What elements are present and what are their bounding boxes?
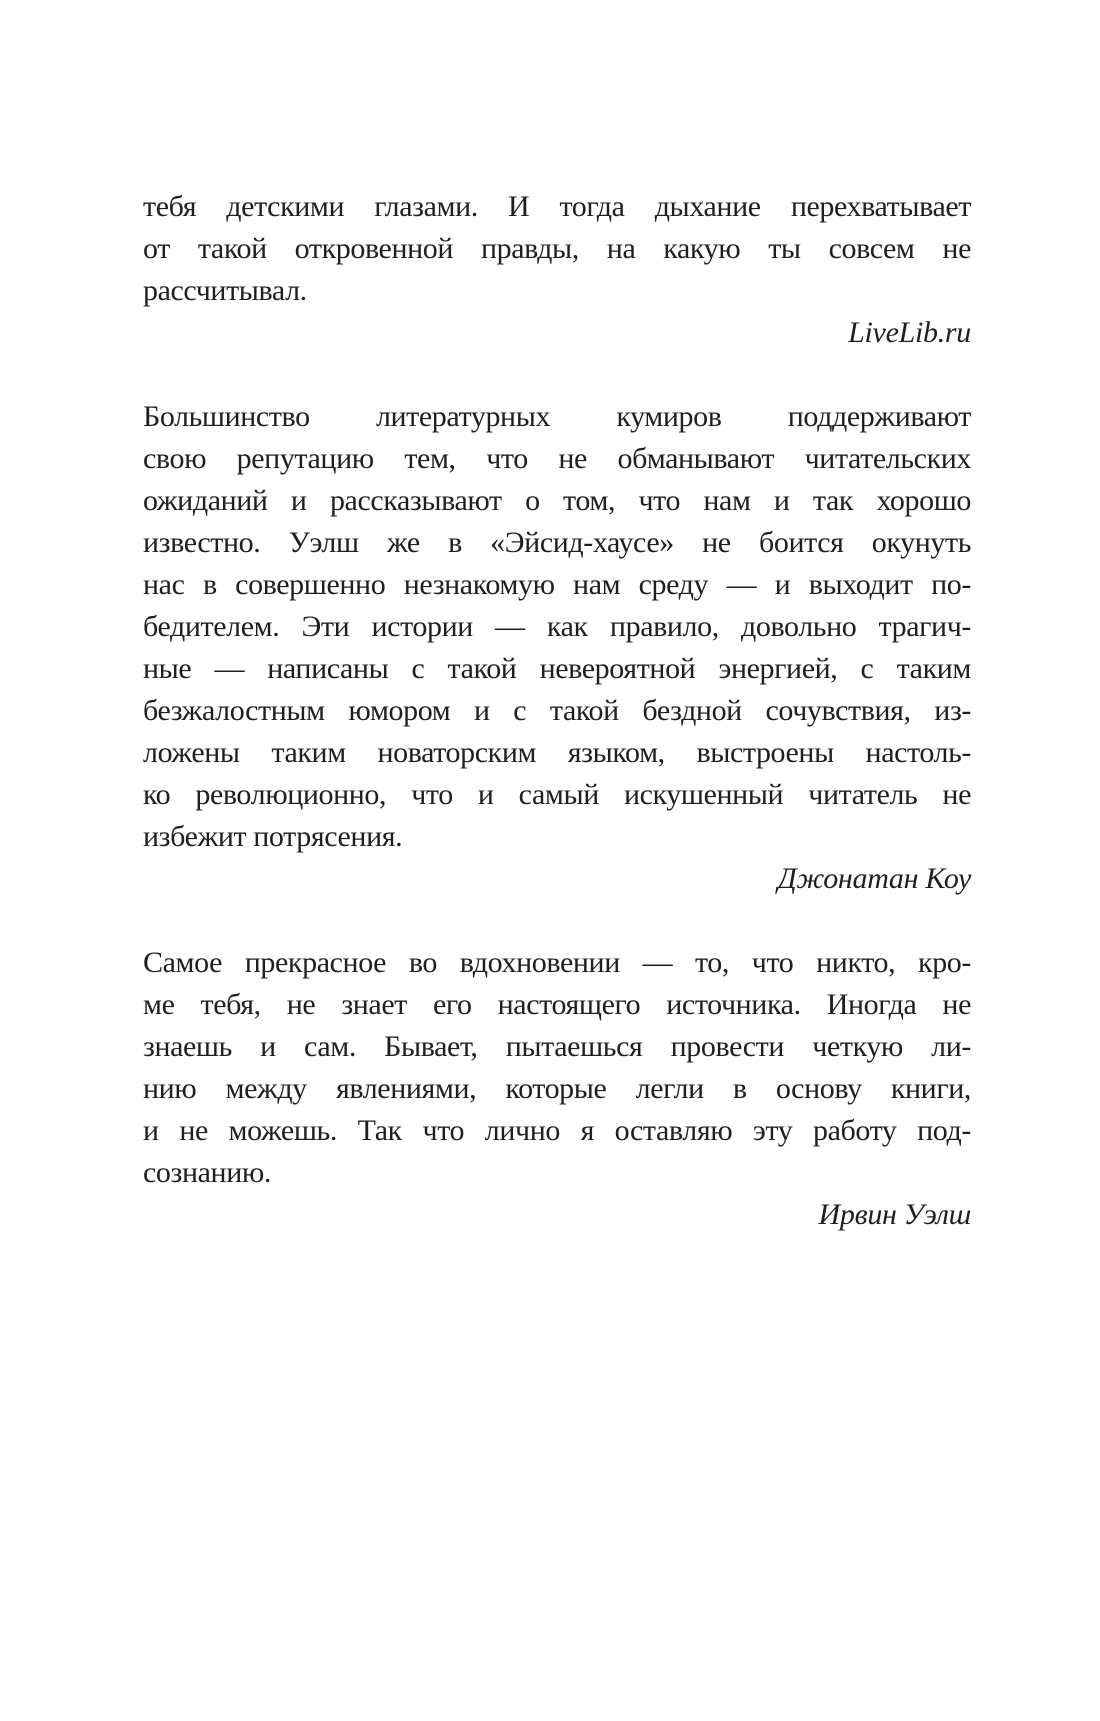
quote-line: от такой откровенной правды, на какую ты совсем не — [143, 232, 971, 265]
quote-attribution: Джонатан Коу — [777, 862, 971, 895]
book-page — [143, 186, 971, 1236]
quote-line: сознанию. — [143, 1156, 271, 1189]
quote-line: свою репутацию тем, что не обманывают читательских — [143, 442, 971, 475]
quote-livelib — [143, 186, 971, 354]
quote-jonathan-coe — [143, 396, 971, 900]
paragraph-spacer — [143, 354, 971, 396]
quote-line: ожиданий и рассказывают о том, что нам и так хорошо — [143, 484, 971, 517]
quote-irvine-welsh — [143, 942, 971, 1236]
quote-line: Большинство литературных кумиров поддерживают — [143, 400, 971, 433]
quote-line: избежит потрясения. — [143, 820, 403, 853]
quote-line: бедителем. Эти истории — как правило, довольно трагич- — [143, 610, 971, 643]
quote-line: известно. Уэлш же в «Эйсид-хаусе» не боится окунуть — [143, 526, 971, 559]
quote-line: ложены таким новаторским языком, выстроены настоль- — [143, 736, 971, 769]
quote-line: безжалостным юмором и с такой бездной сочувствия, из- — [143, 694, 971, 727]
quote-attribution: Ирвин Уэлш — [818, 1198, 971, 1231]
quote-line: ме тебя, не знает его настоящего источника. Иногда не — [143, 988, 971, 1021]
quote-line: Самое прекрасное во вдохновении — то, что никто, кро- — [143, 946, 971, 979]
quote-line: нию между явлениями, которые легли в основу книги, — [143, 1072, 971, 1105]
quote-attribution: LiveLib.ru — [848, 316, 971, 349]
quote-line: ные — написаны с такой невероятной энергией, с таким — [143, 652, 971, 685]
quote-line: и не можешь. Так что лично я оставляю эту работу под- — [143, 1114, 971, 1147]
quote-line: рассчитывал. — [143, 274, 307, 307]
quote-line: тебя детскими глазами. И тогда дыхание перехватывает — [143, 190, 971, 223]
quote-line: ко революционно, что и самый искушенный читатель не — [143, 778, 971, 811]
paragraph-spacer — [143, 900, 971, 942]
quote-line: знаешь и сам. Бывает, пытаешься провести четкую ли- — [143, 1030, 971, 1063]
quote-line: нас в совершенно незнакомую нам среду — и выходит по- — [143, 568, 971, 601]
